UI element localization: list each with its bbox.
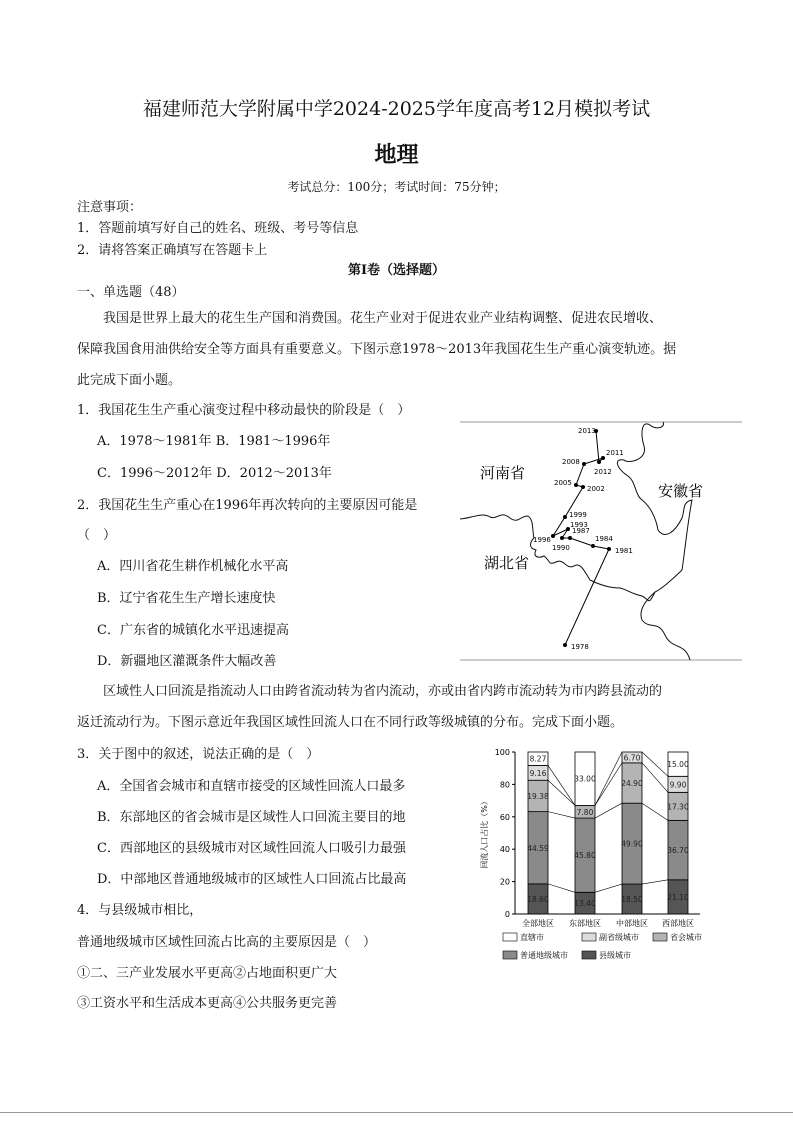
- track-point-2005: [574, 483, 578, 487]
- province-label-henan: 河南省: [480, 464, 526, 482]
- year-label: 2008: [562, 458, 580, 466]
- q3-option[interactable]: C．西部地区的县级城市对区域性回流人口吸引力最强: [97, 841, 406, 856]
- subject-title: 地理: [374, 142, 419, 168]
- year-label: 1978: [571, 643, 589, 651]
- data-label: 19.38: [527, 791, 549, 801]
- exam-info: 考试总分：100分；考试时间：75分钟；: [287, 180, 506, 194]
- year-label: 1993: [570, 521, 588, 529]
- connector-line: [595, 803, 622, 818]
- q2-stem: 2．我国花生生产重心在1996年再次转向的主要原因可能是: [77, 498, 418, 513]
- legend-swatch: [503, 951, 517, 959]
- page-bottom-rule: [0, 1112, 793, 1113]
- y-tick-label: 0: [504, 910, 510, 919]
- connector-line: [642, 803, 668, 820]
- year-label: 1987: [572, 527, 590, 535]
- data-label: 15.00: [667, 760, 689, 770]
- q2-option[interactable]: C．广东省的城镇化水平迅速提高: [97, 623, 289, 638]
- connector-line: [548, 780, 575, 805]
- track-point-2008: [582, 462, 586, 466]
- notes-heading: 注意事项：: [77, 200, 143, 215]
- category-label: 中部地区: [616, 919, 648, 928]
- return-population-chart: [475, 740, 725, 972]
- connector-line: [595, 763, 622, 806]
- connector-line: [548, 884, 575, 892]
- legend-swatch: [582, 951, 596, 959]
- passage1-line: 我国是世界上最大的花生生产国和消费国。花生产业对于促进农业产业结构调整、促进农民增收、: [103, 311, 663, 326]
- year-label: 1996: [533, 536, 551, 544]
- connector-line: [595, 752, 622, 805]
- note-item: 1．答题前填写好自己的姓名、班级、考号等信息: [77, 221, 359, 236]
- track-point-1996: [551, 534, 555, 538]
- data-label: 9.16: [529, 768, 547, 778]
- legend-label: 普通地级城市: [520, 951, 568, 960]
- data-label: 45.80: [574, 851, 596, 861]
- legend-label: 县级城市: [599, 951, 631, 960]
- q2-option[interactable]: D．新疆地区灌溉条件大幅改善: [97, 654, 277, 669]
- passage1-line: 保障我国食用油供给安全等方面具有重要意义。下图示意1978～2013年我国花生生产重心演变轨迹。据: [77, 342, 677, 357]
- track-point-2012: [597, 460, 601, 464]
- connector-line: [548, 812, 575, 818]
- q4-option[interactable]: ①二、三产业发展水平更高②占地面积更广大: [77, 966, 338, 981]
- y-tick-label: 100: [494, 748, 510, 757]
- track-point-1981: [607, 547, 611, 551]
- y-axis-label: 回流人口占比（%）: [480, 797, 489, 869]
- year-label: 2013: [578, 427, 596, 435]
- q2-option[interactable]: A．四川省花生耕作机械化水平高: [97, 559, 289, 574]
- q4-stem: 4．与县级城市相比，: [77, 903, 203, 918]
- data-label: 8.27: [529, 754, 547, 764]
- category-label: 全部地区: [522, 919, 554, 928]
- q1-stem: 1．我国花生生产重心演变过程中移动最快的阶段是（ ）: [77, 403, 411, 418]
- note-item: 2．请将答案正确填写在答题卡上: [77, 243, 268, 258]
- category-label: 西部地区: [662, 919, 694, 928]
- connector-line: [595, 884, 622, 892]
- track-point-1984: [591, 544, 595, 548]
- y-tick-label: 40: [499, 845, 510, 855]
- data-label: 44.59: [527, 843, 549, 853]
- data-label: 24.90: [621, 779, 643, 789]
- year-label: 1999: [569, 511, 587, 519]
- y-tick-label: 20: [499, 877, 510, 887]
- data-label: 18.50: [621, 895, 643, 905]
- track-point-1999: [563, 515, 567, 519]
- data-label: 13.40: [574, 899, 596, 909]
- connector-line: [642, 880, 668, 884]
- province-label-anhui: 安徽省: [658, 482, 704, 500]
- year-label: 2011: [606, 449, 624, 457]
- category-label: 东部地区: [569, 919, 601, 928]
- exam-title: 福建师范大学附属中学2024-2025学年度高考12月模拟考试: [142, 98, 651, 120]
- year-label: 2012: [594, 468, 612, 476]
- passage1-line: 此完成下面小题。: [77, 373, 182, 388]
- q3-option[interactable]: A．全国省会城市和直辖市接受的区域性回流人口最多: [97, 779, 406, 794]
- y-tick-label: 80: [499, 780, 510, 790]
- q3-stem: 3．关于图中的叙述，说法正确的是（ ）: [77, 747, 320, 762]
- legend-label: 直辖市: [520, 933, 544, 942]
- legend-swatch: [582, 933, 596, 941]
- section-title: 第Ⅰ卷（选择题）: [347, 263, 446, 278]
- data-label: 33.00: [574, 774, 596, 784]
- part-title: 一、单选题（48）: [77, 285, 185, 300]
- year-label: 1984: [595, 535, 613, 543]
- province-label-hubei: 湖北省: [484, 554, 530, 572]
- track-point-1990: [560, 536, 564, 540]
- q2-stem-cont: （ ）: [77, 528, 117, 543]
- year-label: 1990: [552, 544, 570, 552]
- track-point-1978: [563, 643, 567, 647]
- data-label: 9.90: [669, 780, 687, 790]
- track-point-2002: [581, 485, 585, 489]
- connector-line: [642, 752, 668, 776]
- data-label: 6.70: [623, 753, 641, 763]
- track-point-1987: [568, 536, 572, 540]
- connector-line: [548, 765, 575, 805]
- year-label: 2002: [587, 485, 605, 493]
- legend-label: 省会城市: [670, 933, 702, 942]
- q3-option[interactable]: D．中部地区普通地级城市的区域性人口回流占比最高: [97, 872, 407, 887]
- data-label: 36.70: [667, 846, 689, 856]
- year-label: 2005: [554, 479, 572, 487]
- connector-line: [642, 763, 668, 792]
- data-label: 17.30: [667, 802, 689, 812]
- year-label: 1981: [615, 547, 633, 555]
- legend-label: 副省级城市: [599, 933, 639, 942]
- q4-stem-cont: 普通地级城市区域性回流占比高的主要原因是（ ）: [77, 935, 377, 950]
- data-label: 18.60: [527, 894, 549, 904]
- q1-option[interactable]: C．1996～2012年 D．2012～2013年: [97, 466, 332, 481]
- legend-swatch: [653, 933, 667, 941]
- q1-option[interactable]: A．1978～1981年 B．1981～1996年: [97, 434, 331, 449]
- q3-option[interactable]: B．东部地区的省会城市是区域性人口回流主要目的地: [97, 810, 406, 825]
- y-tick-label: 60: [499, 812, 510, 822]
- q2-option[interactable]: B．辽宁省花生生产增长速度快: [97, 591, 276, 606]
- data-label: 7.80: [576, 807, 594, 817]
- q4-option[interactable]: ③工资水平和生活成本更高④公共服务更完善: [77, 996, 338, 1011]
- data-label: 49.90: [621, 839, 643, 849]
- passage2-line: 区域性人口回流是指流动人口由跨省流动转为省内流动，亦或由省内跨市流动转为市内跨县流动的: [103, 684, 663, 699]
- legend-swatch: [503, 933, 517, 941]
- data-label: 21.10: [667, 892, 689, 902]
- peanut-center-map: [460, 420, 742, 664]
- passage2-line: 返迁流动行为。下图示意近年我国区域性回流人口在不同行政等级城镇的分布。完成下面小题。: [77, 715, 624, 730]
- track-point-2011: [601, 456, 605, 460]
